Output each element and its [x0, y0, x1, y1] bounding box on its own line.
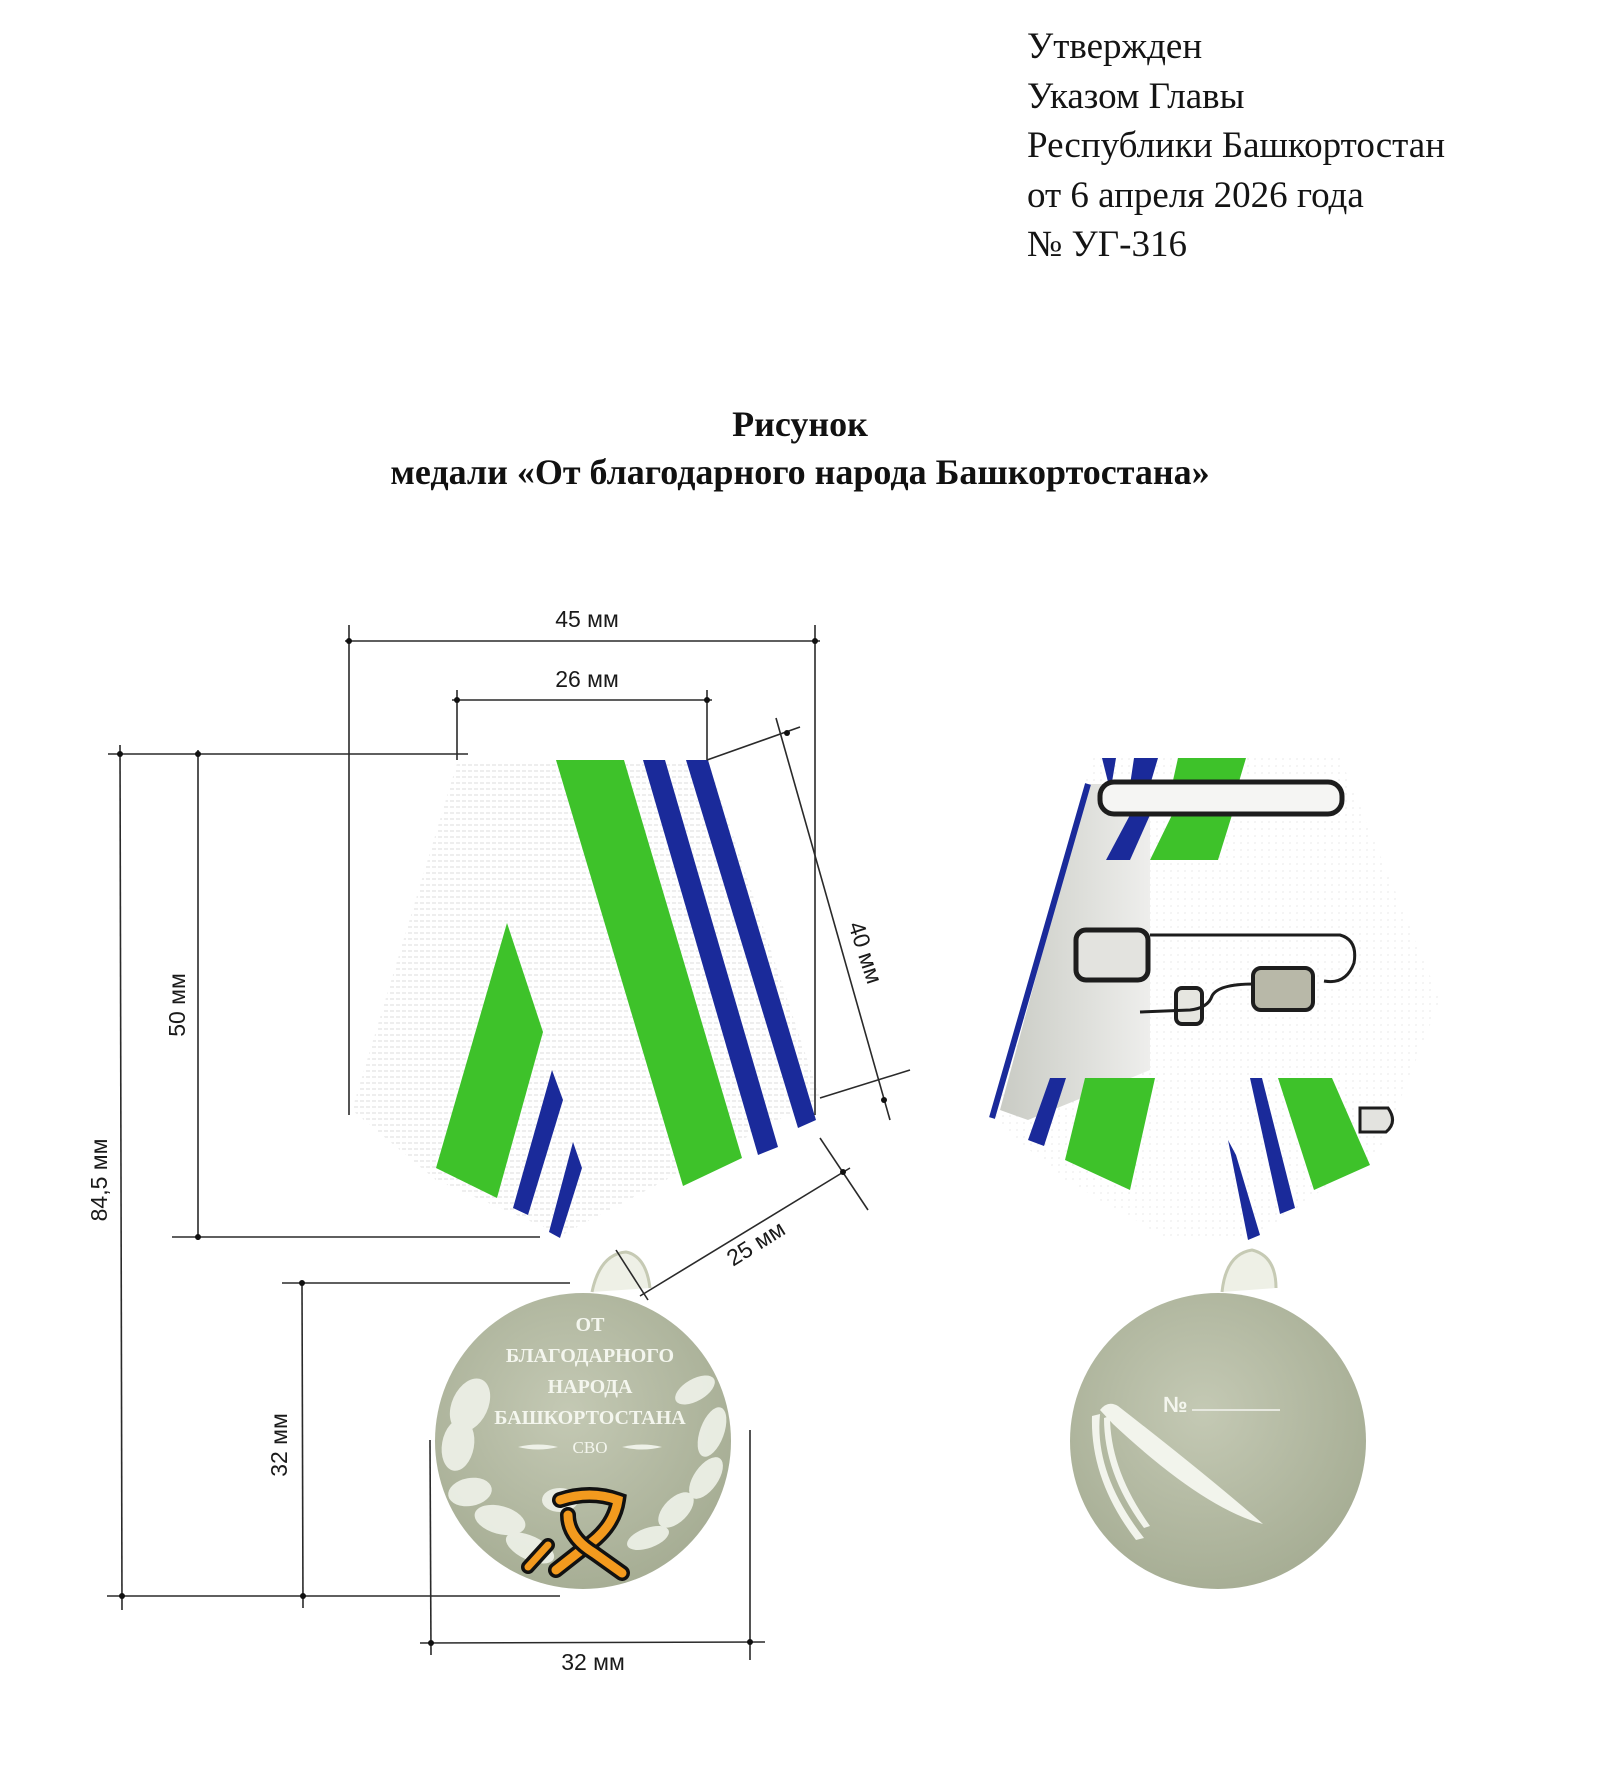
dim-label-ribbon-side: 40 мм	[843, 918, 888, 987]
back-number-label: №	[1163, 1392, 1188, 1417]
medal-inscription-line-2: БЛАГОДАРНОГО	[505, 1345, 675, 1367]
approval-line-decree: Указом Главы	[1027, 75, 1245, 117]
back-view	[992, 758, 1440, 1589]
title-line-medal-name: медали «От благодарного народа Башкортостана»	[390, 452, 1210, 492]
back-side-hook	[1360, 1108, 1393, 1132]
medal-inscription-line-4: БАШКОРТОСТАНА	[494, 1407, 686, 1429]
dim-label-medal-width: 32 мм	[561, 1649, 625, 1675]
dim-label-ribbon-bottom: 25 мм	[721, 1215, 790, 1272]
back-medal-disc	[1070, 1293, 1366, 1589]
dim-label-total-height: 84,5 мм	[86, 1138, 112, 1222]
back-medal-eyelet	[1222, 1250, 1276, 1292]
medal-svo-label: СВО	[572, 1438, 608, 1457]
dim-label-block-width: 45 мм	[555, 606, 619, 632]
title-line-figure: Рисунок	[732, 404, 868, 444]
back-bar-clasp	[1100, 782, 1342, 814]
medal-inscription-line-1: ОТ	[575, 1314, 605, 1336]
approval-line-number: № УГ-316	[1027, 224, 1187, 265]
medal-inscription-line-3: НАРОДА	[547, 1376, 633, 1398]
approval-line-date: от 6 апреля 2026 года	[1027, 174, 1364, 216]
approval-line-approved: Утвержден	[1027, 26, 1203, 67]
dim-label-block-height: 50 мм	[164, 973, 190, 1037]
approval-line-republic: Республики Башкортостан	[1027, 125, 1446, 166]
dim-label-medal-height: 32 мм	[266, 1413, 292, 1477]
dim-label-ribbon-top-width: 26 мм	[555, 666, 619, 692]
